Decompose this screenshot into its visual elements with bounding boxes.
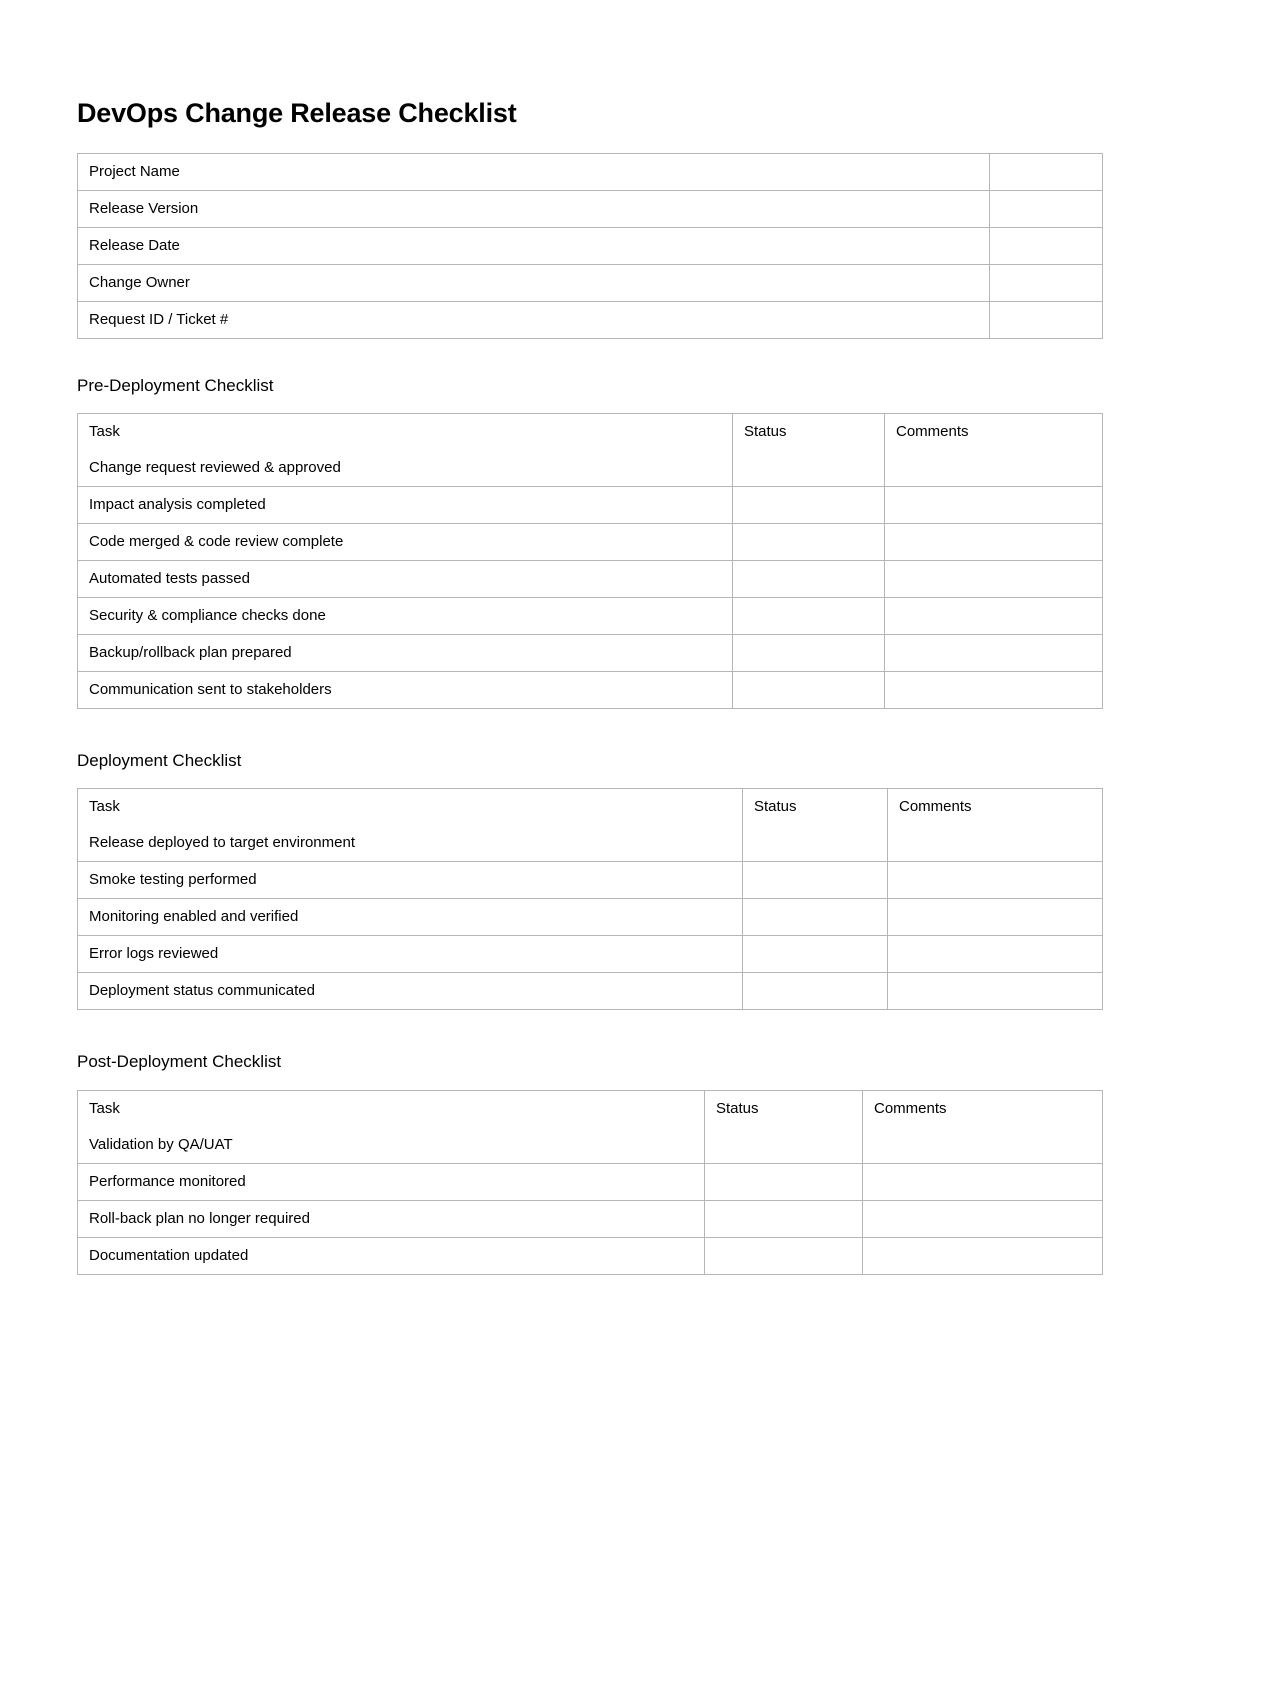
spacer xyxy=(77,1010,1102,1052)
table-row xyxy=(78,973,1103,1010)
task-cell: Documentation updated xyxy=(78,1237,705,1274)
table-header-row xyxy=(78,1090,1103,1127)
info-label-change-owner: Change Owner xyxy=(78,264,990,301)
post-deployment-table-body xyxy=(78,1127,1103,1275)
spacer xyxy=(77,1073,1102,1090)
comments-cell[interactable] xyxy=(885,450,1103,487)
task-cell: Error logs reviewed xyxy=(78,936,743,973)
comments-cell[interactable] xyxy=(885,524,1103,561)
deployment-table-body xyxy=(78,825,1103,1010)
status-cell[interactable] xyxy=(733,524,885,561)
column-header-status: Status xyxy=(705,1090,863,1127)
comments-cell[interactable] xyxy=(888,973,1103,1010)
task-cell: Automated tests passed xyxy=(78,561,733,598)
table-row xyxy=(78,487,1103,524)
release-info-table-body xyxy=(78,153,1103,338)
task-cell: Security & compliance checks done xyxy=(78,598,733,635)
status-cell[interactable] xyxy=(743,825,888,862)
table-row xyxy=(78,672,1103,709)
page-title: DevOps Change Release Checklist xyxy=(77,98,517,128)
task-cell: Monitoring enabled and verified xyxy=(78,899,743,936)
table-row xyxy=(78,1163,1103,1200)
pre-deployment-table-body xyxy=(78,450,1103,709)
post-deployment-table-head xyxy=(78,1090,1103,1127)
status-cell[interactable] xyxy=(743,899,888,936)
status-cell[interactable] xyxy=(705,1200,863,1237)
table-row xyxy=(78,635,1103,672)
comments-cell[interactable] xyxy=(888,825,1103,862)
table-row xyxy=(78,561,1103,598)
comments-cell[interactable] xyxy=(885,635,1103,672)
pre-deployment-table-head xyxy=(78,414,1103,451)
comments-cell[interactable] xyxy=(863,1127,1103,1164)
spacer xyxy=(77,396,1102,413)
status-cell[interactable] xyxy=(743,862,888,899)
status-cell[interactable] xyxy=(705,1237,863,1274)
status-cell[interactable] xyxy=(743,936,888,973)
table-row xyxy=(78,899,1103,936)
table-row xyxy=(78,598,1103,635)
comments-cell[interactable] xyxy=(885,487,1103,524)
column-header-comments: Comments xyxy=(899,798,972,816)
column-header-comments: Comments xyxy=(896,423,969,441)
section-heading-pre-deployment: Pre-Deployment Checklist xyxy=(77,375,274,395)
document-content xyxy=(77,0,1102,1264)
task-cell: Performance monitored xyxy=(78,1163,705,1200)
info-value-request-id[interactable] xyxy=(990,301,1103,338)
table-row xyxy=(78,264,1103,301)
comments-cell[interactable] xyxy=(888,862,1103,899)
task-cell: Change request reviewed & approved xyxy=(78,450,733,487)
status-cell[interactable] xyxy=(733,450,885,487)
status-cell[interactable] xyxy=(705,1127,863,1164)
table-row xyxy=(78,450,1103,487)
status-cell[interactable] xyxy=(733,635,885,672)
status-cell[interactable] xyxy=(733,487,885,524)
comments-cell[interactable] xyxy=(888,936,1103,973)
column-header-status: Status xyxy=(743,789,888,826)
comments-cell[interactable] xyxy=(888,899,1103,936)
table-row xyxy=(78,190,1103,227)
info-label-release-date: Release Date xyxy=(78,227,990,264)
info-value-release-version[interactable] xyxy=(990,190,1103,227)
release-info-table xyxy=(77,153,1103,339)
table-row xyxy=(78,227,1103,264)
task-cell: Impact analysis completed xyxy=(78,487,733,524)
info-value-project-name[interactable] xyxy=(990,153,1103,190)
table-header-row xyxy=(78,414,1103,451)
table-row xyxy=(78,153,1103,190)
column-header-task: Task xyxy=(78,414,733,451)
table-row xyxy=(78,524,1103,561)
status-cell[interactable] xyxy=(733,598,885,635)
task-cell: Roll-back plan no longer required xyxy=(78,1200,705,1237)
task-cell: Validation by QA/UAT xyxy=(78,1127,705,1164)
comments-cell[interactable] xyxy=(885,561,1103,598)
task-cell: Communication sent to stakeholders xyxy=(78,672,733,709)
deployment-table-head xyxy=(78,789,1103,826)
comments-cell[interactable] xyxy=(885,672,1103,709)
table-row xyxy=(78,825,1103,862)
info-label-release-version: Release Version xyxy=(78,190,990,227)
comments-cell[interactable] xyxy=(863,1237,1103,1274)
spacer xyxy=(77,339,1102,376)
info-label-request-id: Request ID / Ticket # xyxy=(78,301,990,338)
table-row xyxy=(78,862,1103,899)
table-row xyxy=(78,301,1103,338)
task-cell: Code merged & code review complete xyxy=(78,524,733,561)
table-header-row xyxy=(78,789,1103,826)
spacer xyxy=(77,709,1102,751)
spacer xyxy=(77,771,1102,788)
post-deployment-table xyxy=(77,1090,1103,1275)
task-cell: Backup/rollback plan prepared xyxy=(78,635,733,672)
comments-cell[interactable] xyxy=(885,598,1103,635)
info-value-release-date[interactable] xyxy=(990,227,1103,264)
comments-cell[interactable] xyxy=(863,1200,1103,1237)
column-header-task: Task xyxy=(78,789,743,826)
comments-cell[interactable] xyxy=(863,1163,1103,1200)
task-cell: Deployment status communicated xyxy=(78,973,743,1010)
table-row xyxy=(78,1127,1103,1164)
table-row xyxy=(78,1237,1103,1274)
column-header-comments: Comments xyxy=(874,1099,947,1117)
status-cell[interactable] xyxy=(733,672,885,709)
status-cell[interactable] xyxy=(743,973,888,1010)
column-header-task: Task xyxy=(78,1090,705,1127)
section-heading-deployment: Deployment Checklist xyxy=(77,751,242,771)
status-cell[interactable] xyxy=(705,1163,863,1200)
pre-deployment-table xyxy=(77,413,1103,709)
table-row xyxy=(78,936,1103,973)
section-heading-post-deployment: Post-Deployment Checklist xyxy=(77,1052,282,1072)
column-header-status: Status xyxy=(733,414,885,451)
status-cell[interactable] xyxy=(733,561,885,598)
info-label-project-name: Project Name xyxy=(78,153,990,190)
info-value-change-owner[interactable] xyxy=(990,264,1103,301)
table-row xyxy=(78,1200,1103,1237)
task-cell: Release deployed to target environment xyxy=(78,825,743,862)
task-cell: Smoke testing performed xyxy=(78,862,743,899)
deployment-table xyxy=(77,788,1103,1010)
